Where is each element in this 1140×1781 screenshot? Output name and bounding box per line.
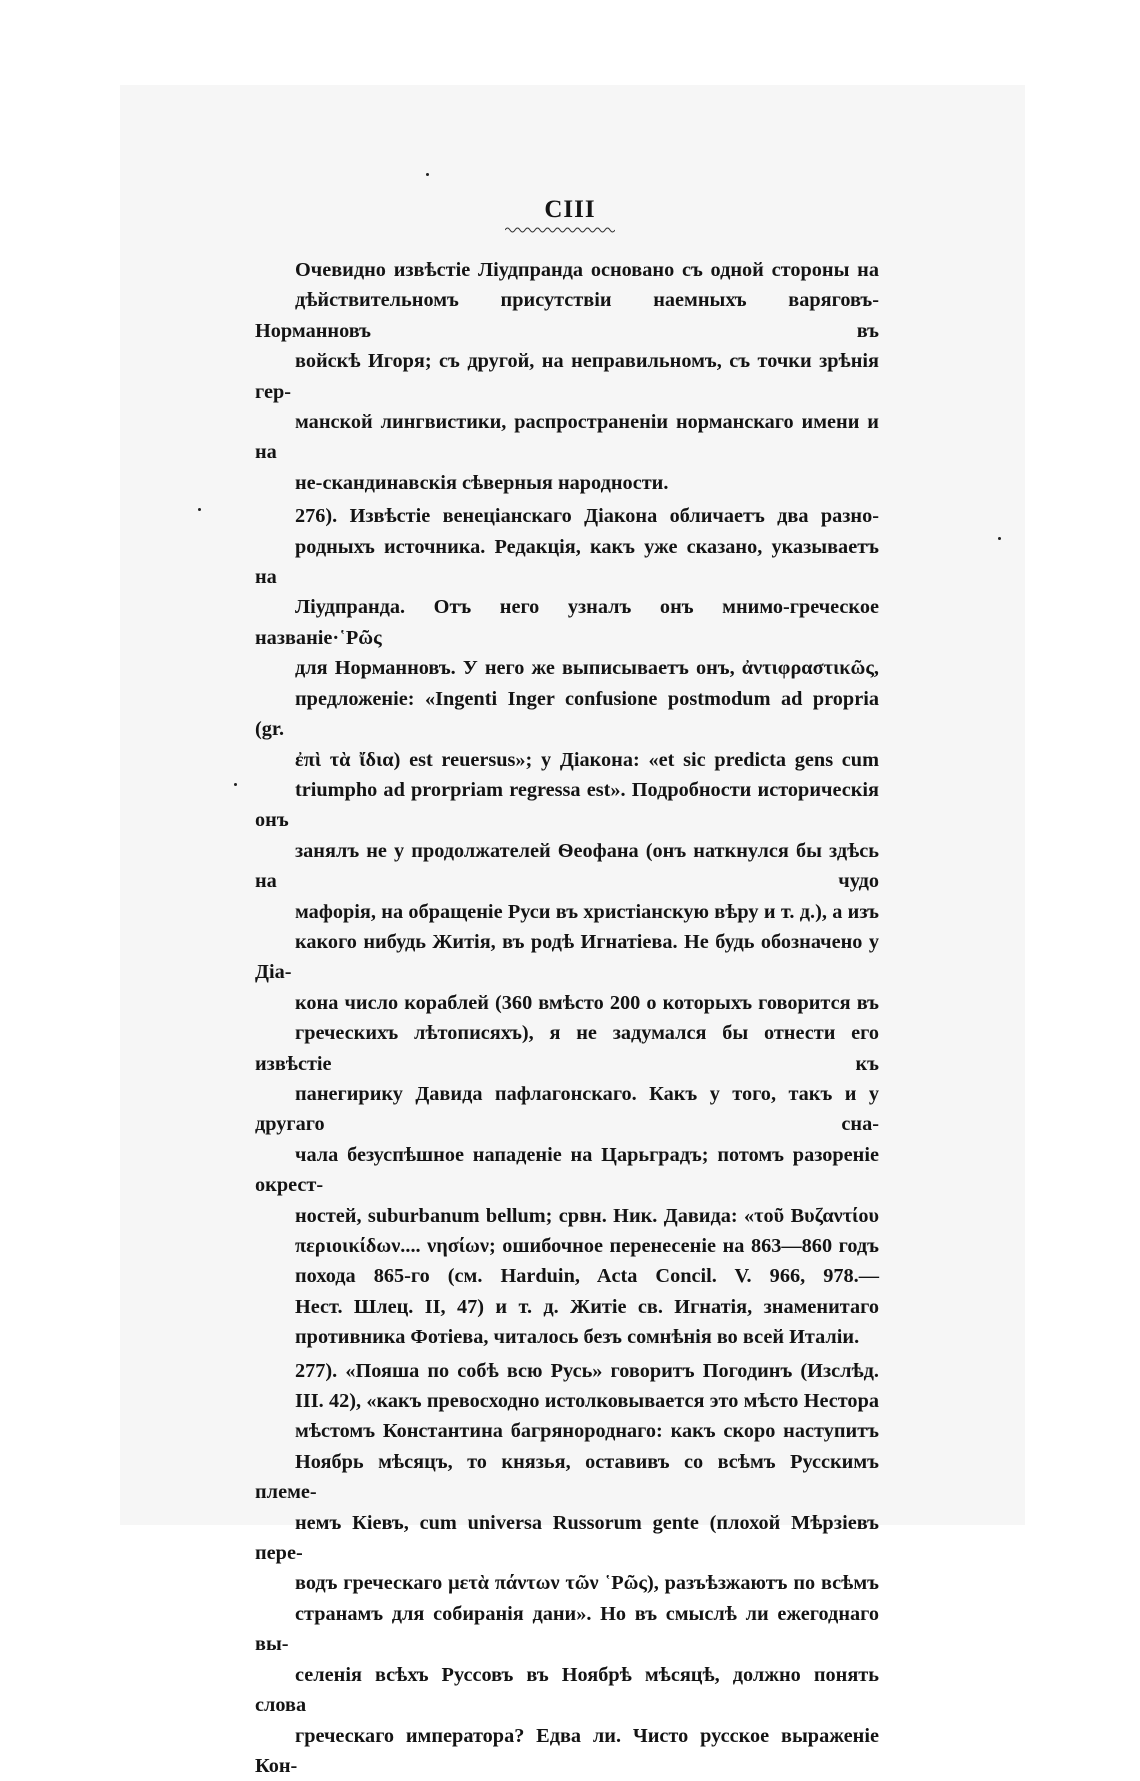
speck-mark <box>426 173 429 176</box>
text-line: III. 42), «какъ превосходно истолковывается это мѣсто Нестора <box>255 1386 879 1416</box>
text-line: селенія всѣхъ Руссовъ въ Ноябрѣ мѣсяцѣ, должно понять слова <box>255 1660 879 1721</box>
text-line: какого нибудь Житія, въ родѣ Игнатіева. Не будь обозначено у Діа- <box>255 927 879 988</box>
speck-mark <box>998 537 1001 540</box>
text-line: войскѣ Игоря; съ другой, на неправильномъ, съ точки зрѣнія гер- <box>255 346 879 407</box>
text-line: не-скандинавскія сѣверныя народности. <box>255 468 879 498</box>
text-line: родныхъ источника. Редакція, какъ уже сказано, указываетъ на <box>255 532 879 593</box>
text-line: греческаго императора? Едва ли. Чисто русское выраженіе Кон- <box>255 1721 879 1781</box>
paragraph <box>255 255 879 498</box>
text-line: ἐπὶ τὰ ἴδια) est reuersus»; у Діакона: «et sic predicta gens cum <box>255 745 879 775</box>
text-line: похода 865-го (см. Harduin, Acta Concil. V. 966, 978.— <box>255 1261 879 1291</box>
text-line: немъ Кіевъ, cum universa Russorum gente (плохой Мѣрзіевъ пере- <box>255 1508 879 1569</box>
text-line: противника Фотіева, читалось безъ сомнѣнія во всей Италіи. <box>255 1322 879 1352</box>
text-line: 276). Извѣстіе венеціанскаго Діакона обличаетъ два разно- <box>255 501 879 531</box>
text-line: мафорія, на обращеніе Руси въ христіанскую вѣру и т. д.), а изъ <box>255 897 879 927</box>
body-text <box>255 255 879 1781</box>
text-line: triumpho ad prorpriam regressa est». Подробности историческія онъ <box>255 775 879 836</box>
page-number: CIII <box>0 196 1140 224</box>
paragraph <box>255 1356 879 1781</box>
text-line: предложеніе: «Ingenti Inger confusione postmodum ad propria (gr. <box>255 684 879 745</box>
text-line: дѣйствительномъ присутствіи наемныхъ варяговъ-Норманновъ въ <box>255 285 879 346</box>
speck-mark <box>234 783 237 786</box>
text-line: ностей, suburbanum bellum; срвн. Ник. Давида: «τοῦ Βυζαντίου <box>255 1201 879 1231</box>
page-number-ornament <box>505 226 615 234</box>
text-line: περιοικίδων.... νησίων; ошибочное перенесеніе на 863—860 годъ <box>255 1231 879 1261</box>
text-line: мѣстомъ Константина багрянороднаго: какъ скоро наступитъ <box>255 1416 879 1446</box>
text-line: для Норманновъ. У него же выписываетъ онъ, ἀντιφραστικῶς, <box>255 653 879 683</box>
text-line: кона число кораблей (360 вмѣсто 200 о которыхъ говорится въ <box>255 988 879 1018</box>
text-line: занялъ не у продолжателей Ѳеофана (онъ наткнулся бы здѣсь на чудо <box>255 836 879 897</box>
text-line: Ліудпранда. Отъ него узналъ онъ мнимо-греческое названіе·῾Ρῶς <box>255 592 879 653</box>
text-line: Ноябрь мѣсяцъ, то князья, оставивъ со всѣмъ Русскимъ племе- <box>255 1447 879 1508</box>
speck-mark <box>198 508 201 511</box>
text-line: греческихъ лѣтописяхъ), я не задумался бы отнести его извѣстіе къ <box>255 1018 879 1079</box>
text-line: Очевидно извѣстіе Ліудпранда основано съ одной стороны на <box>255 255 879 285</box>
text-line: странамъ для собиранія дани». Но въ смыслѣ ли ежегоднаго вы- <box>255 1599 879 1660</box>
text-line: чала безуспѣшное нападеніе на Царьградъ; потомъ разореніе окрест- <box>255 1140 879 1201</box>
text-line: панегирику Давида пафлагонскаго. Какъ у того, такъ и у другаго сна- <box>255 1079 879 1140</box>
text-line: манской лингвистики, распространеніи норманскаго имени и на <box>255 407 879 468</box>
text-line: водъ греческаго μετὰ πάντων τῶν ῾Ρῶς), разъѣзжаютъ по всѣмъ <box>255 1568 879 1598</box>
paragraph <box>255 501 879 1352</box>
text-line: Нест. Шлец. II, 47) и т. д. Житіе св. Игнатія, знаменитаго <box>255 1292 879 1322</box>
text-line: 277). «Пояша по собѣ всю Русь» говоритъ Погодинъ (Изслѣд. <box>255 1356 879 1386</box>
